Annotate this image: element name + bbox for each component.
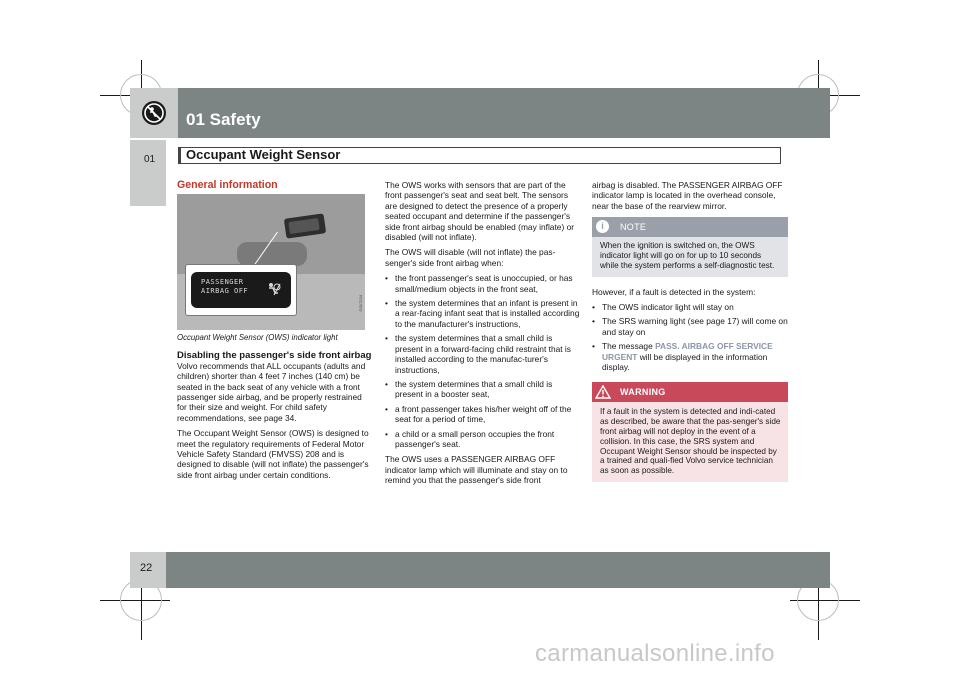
section-title: Occupant Weight Sensor <box>186 147 341 162</box>
note-box <box>592 217 788 276</box>
paragraph: Volvo recommends that ALL occupants (adults and children) shorter than 4 feet 7 inches (140 cm) be seated in the back seat of any vehicle with a front passenger side airbag, and be properly restrained for their size and weight. For child safety recommendations, see page 34. <box>177 360 366 423</box>
column-3 <box>592 180 788 482</box>
ows-indicator-figure <box>177 194 365 330</box>
info-icon: i <box>596 220 609 233</box>
footer-band <box>130 552 830 588</box>
paragraph: The Occupant Weight Sensor (OWS) is designed to meet the regulatory requirements of Federal Motor Vehicle Safety Standard (FMVSS) 208 and is designed to disable (will not inflate) the passenger's side front airbag under certain conditions. <box>177 428 369 480</box>
warning-triangle-icon <box>595 385 611 401</box>
fault-list <box>592 302 788 372</box>
bullet-prefix: The message <box>602 341 653 352</box>
figure-rearview-mirror <box>237 242 307 266</box>
watermark: carmanualsonline.info <box>535 640 775 667</box>
note-header <box>592 217 788 237</box>
service-message: PASS. AIRBAG OFF SERVICE URGENT <box>602 341 773 362</box>
list-item: • the front passenger's seat is unoccupied, or has small/medium objects in the front seat, <box>385 273 581 294</box>
paragraph: The OWS will disable (will not inflate) the pas-senger's side front airbag when: <box>385 247 556 268</box>
list-item: • a front passenger takes his/her weight off of the seat for a period of time, <box>385 404 581 425</box>
column-2 <box>385 180 581 491</box>
bullet-suffix: will be displayed in the information display. <box>602 351 768 373</box>
note-label: NOTE <box>620 222 647 233</box>
list-item: • The SRS warning light (see page 17) will come on and stay on <box>592 316 788 337</box>
figure-caption: Occupant Weight Sensor (OWS) indicator light <box>177 333 338 343</box>
passenger-airbag-icon <box>265 281 281 297</box>
sidebar-chapter-number: 01 <box>144 154 156 165</box>
figure-id: G017224 <box>358 295 364 312</box>
warning-header <box>592 382 788 402</box>
lamp-text <box>201 278 248 296</box>
page-number: 22 <box>140 562 153 574</box>
paragraph: The OWS works with sensors that are part of the front passenger's seat and seat belt. The sensors are designed to detect the presence of a properly seated occupant and determine if the passenger's side front airbag should be enabled (may inflate) or disabled (will not inflate). <box>385 180 575 243</box>
list-item: • The OWS indicator light will stay on <box>592 302 788 312</box>
list-item <box>592 341 788 372</box>
paragraph: airbag is disabled. The PASSENGER AIRBAG OFF indicator lamp is located in the overhead console, near the base of the rearview mirror. <box>592 180 783 211</box>
chapter-sidebar <box>130 140 166 206</box>
note-body: When the ignition is switched on, the OWS indicator light will go on for up to 10 seconds while the system performs a self-diagnostic test. <box>600 241 775 270</box>
general-information-heading: General information <box>177 179 278 191</box>
list-item: • the system determines that a small child is present in a booster seat, <box>385 379 581 400</box>
lamp-line-1: PASSENGER <box>201 278 244 287</box>
warning-box <box>592 382 788 482</box>
paragraph: However, if a fault is detected in the system: <box>592 286 756 297</box>
chapter-title: 01 Safety <box>186 110 261 129</box>
paragraph: The OWS uses a PASSENGER AIRBAG OFF indicator lamp which will illuminate and stay on to remind you that the passenger's side front <box>385 454 568 486</box>
list-item: • the system determines that a small child is present in a forward-facing child restraint that is installed according to the manufac-turer's instructions, <box>385 333 581 375</box>
column-1 <box>177 180 373 485</box>
lamp-line-2: AIRBAG OFF <box>201 287 249 296</box>
warning-body: If a fault in the system is detected and indi-cated as described, be aware that the pas-senger's side front airbag will not deploy in the event of a collision. In this case, the SRS system and Occupant Weight Sensor should be inspected by a trained and quali-fied Volvo service technician as soon as possible. <box>600 407 781 476</box>
disabling-airbag-heading: Disabling the passenger's side front airbag <box>177 349 372 361</box>
warning-label: WARNING <box>620 387 666 398</box>
disable-conditions-list <box>385 273 581 449</box>
list-item: • the system determines that an infant is present in a rear-facing infant seat that is installed according to the manufacturer's instructions, <box>385 298 581 329</box>
no-airbag-icon <box>142 101 166 125</box>
list-item: • a child or a small person occupies the front passenger's seat. <box>385 429 581 450</box>
